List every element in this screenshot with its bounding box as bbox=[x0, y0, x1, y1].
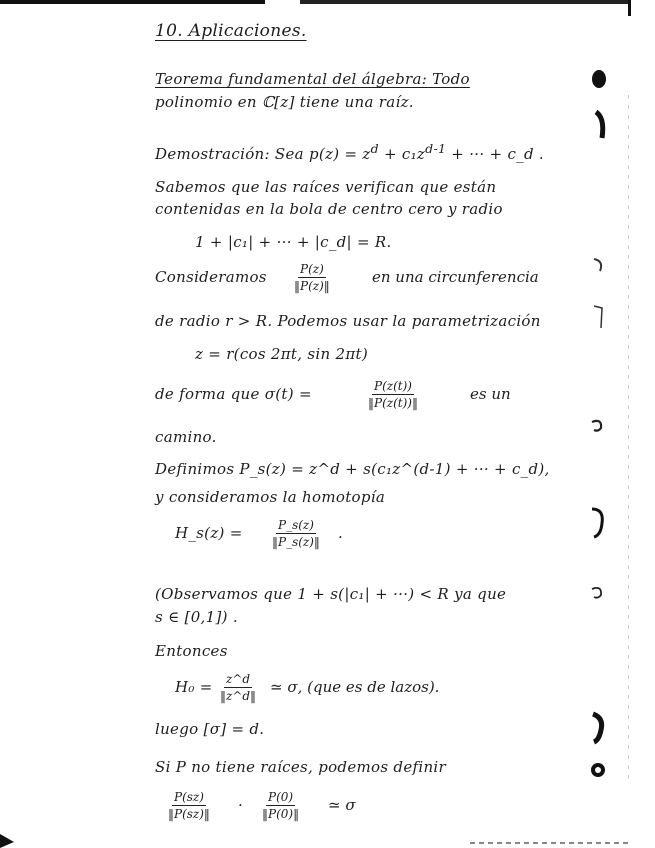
define-line: Definimos P_s(z) = z^d + s(c₁z^(d-1) + ··· + c_d), bbox=[155, 460, 550, 478]
binder-clip-icon bbox=[589, 710, 607, 746]
binder-hole-outline-icon bbox=[588, 416, 606, 436]
no-roots-line: Si P no tiene raíces, podemos definir bbox=[155, 758, 446, 776]
h0-prefix: H₀ = bbox=[175, 678, 213, 696]
hs-prefix: H_s(z) = bbox=[175, 524, 243, 542]
so-suffix: es un bbox=[470, 385, 511, 403]
binder-hole-outline-icon bbox=[590, 255, 606, 275]
proof-exponent-2: d-1 bbox=[425, 141, 447, 156]
section-title: 10. Aplicaciones. bbox=[155, 21, 307, 41]
radius-equation: 1 + |c₁| + ··· + |c_d| = R. bbox=[195, 233, 392, 251]
observe-line-2: s ∈ [0,1]) . bbox=[155, 608, 238, 626]
proof-label: Demostración: Sea p(z) = z bbox=[155, 145, 371, 163]
parametrization: z = r(cos 2πt, sin 2πt) bbox=[195, 345, 368, 363]
know-line-2: contenidas en la bola de centro cero y radio bbox=[155, 200, 503, 218]
h0-suffix: ≃ σ, (que es de lazos). bbox=[270, 678, 440, 696]
hs-suffix: . bbox=[338, 524, 343, 542]
fraction-denominator: ‖P(0)‖ bbox=[262, 807, 300, 821]
fraction-denominator: ‖z^d‖ bbox=[220, 689, 257, 703]
proof-line bbox=[155, 140, 544, 163]
fraction-numerator: z^d bbox=[226, 672, 251, 686]
consider-fraction bbox=[294, 262, 330, 293]
right-margin-dotted-line bbox=[628, 95, 629, 785]
theorem-line-2: polinomio en ℂ[z] tiene una raíz. bbox=[155, 93, 414, 111]
binder-bracket-icon bbox=[592, 304, 606, 332]
h0-fraction bbox=[220, 672, 256, 703]
fraction-numerator: P(z) bbox=[300, 262, 324, 276]
radius-line: de radio r > R. Podemos usar la parametrización bbox=[155, 312, 541, 330]
theorem-line-1: Teorema fundamental del álgebra: Todo bbox=[155, 70, 470, 88]
observe-line-1: (Observamos que 1 + s(|c₁| + ···) < R ya que bbox=[155, 585, 507, 603]
binder-hole-icon bbox=[590, 68, 608, 90]
homotopy-line: y consideramos la homotopía bbox=[155, 488, 386, 506]
proof-term: + c₁z bbox=[378, 145, 426, 163]
proof-end: + ··· + c_d . bbox=[446, 145, 544, 163]
proof-exponent: d bbox=[370, 141, 379, 156]
binder-clip-icon bbox=[588, 505, 608, 541]
fraction-numerator: P(0) bbox=[268, 790, 294, 804]
final-mid: · bbox=[238, 796, 243, 814]
fraction-denominator: ‖P_s(z)‖ bbox=[272, 535, 320, 549]
then-line: Entonces bbox=[155, 642, 228, 660]
fraction-denominator: ‖P(sz)‖ bbox=[168, 807, 210, 821]
hs-fraction bbox=[272, 518, 320, 549]
binder-hole-icon bbox=[588, 760, 608, 780]
know-line-1: Sabemos que las raíces verifican que están bbox=[155, 178, 497, 196]
corner-arrow-icon bbox=[0, 834, 16, 848]
final-fraction-2 bbox=[262, 790, 299, 821]
consider-suffix: en una circunferencia bbox=[372, 268, 539, 286]
so-fraction bbox=[368, 379, 418, 410]
binder-hole-outline-icon bbox=[588, 583, 606, 603]
fraction-numerator: P(sz) bbox=[174, 790, 204, 804]
final-fraction-1 bbox=[168, 790, 210, 821]
so-prefix: de forma que σ(t) = bbox=[155, 385, 312, 403]
then-line-2: luego [σ] = d. bbox=[155, 720, 265, 738]
binder-clip-icon bbox=[593, 108, 607, 140]
fraction-numerator: P_s(z) bbox=[278, 518, 314, 532]
final-suffix: ≃ σ bbox=[328, 796, 356, 814]
top-binding-edge bbox=[0, 0, 655, 6]
consider-prefix: Consideramos bbox=[155, 268, 267, 286]
bottom-edge-rule bbox=[470, 842, 630, 844]
fraction-denominator: ‖P(z(t))‖ bbox=[368, 396, 418, 410]
path-line: camino. bbox=[155, 428, 217, 446]
fraction-numerator: P(z(t)) bbox=[374, 379, 412, 393]
fraction-denominator: ‖P(z)‖ bbox=[294, 279, 330, 293]
